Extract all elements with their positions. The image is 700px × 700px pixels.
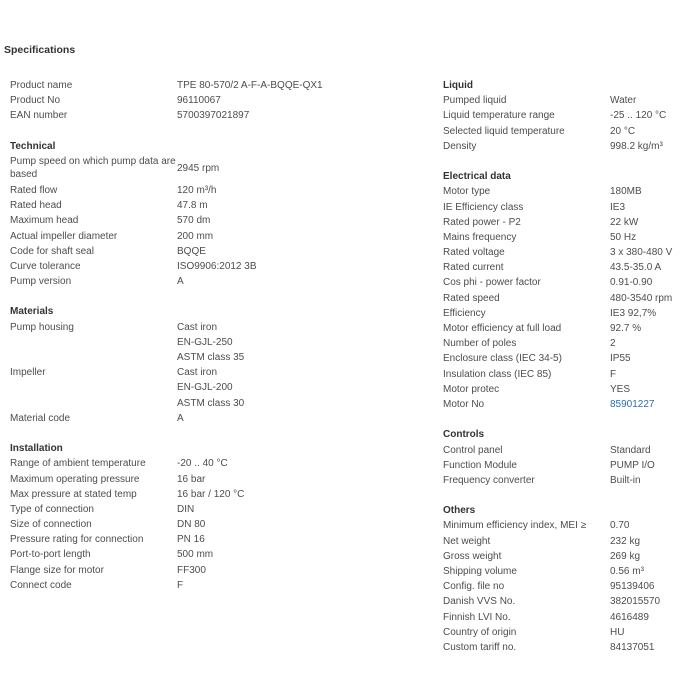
spec-value: 16 bar [177, 473, 206, 485]
spec-value: PUMP I/O [610, 459, 655, 471]
spec-label: Maximum operating pressure [10, 473, 140, 485]
spec-row [443, 200, 700, 215]
spec-row [10, 456, 420, 471]
spec-value: ASTM class 35 [177, 352, 245, 363]
spec-row [443, 321, 700, 336]
spec-row [10, 154, 420, 183]
spec-value: PN 16 [177, 534, 205, 546]
spec-row [443, 184, 700, 199]
spec-label: Function Module [443, 459, 517, 471]
spec-value: 998.2 kg/m³ [610, 140, 663, 152]
spec-value: HU [610, 626, 625, 638]
spec-row [10, 547, 420, 562]
spec-value: A [177, 276, 184, 288]
spec-value: 2 [610, 338, 616, 350]
spec-value: 5700397021897 [177, 110, 250, 122]
spec-label: Rated head [10, 200, 62, 212]
spec-row [443, 610, 700, 625]
spec-row [10, 213, 420, 228]
spec-value: EN-GJL-200 [177, 382, 233, 394]
spec-row [10, 532, 420, 547]
right-column [443, 78, 700, 655]
spec-row [443, 625, 700, 640]
spec-row [443, 124, 700, 139]
spec-row [10, 274, 420, 289]
spec-label: Motor type [443, 186, 491, 198]
spec-row [443, 336, 700, 351]
spec-row [10, 198, 420, 213]
spec-row [443, 640, 700, 655]
spec-value: 232 kg [610, 535, 641, 547]
spec-row [10, 487, 420, 502]
spec-row [443, 139, 700, 154]
spec-row [443, 443, 700, 458]
spec-label: Range of ambient temperature [10, 458, 146, 470]
spec-label: Liquid temperature range [443, 110, 555, 122]
spec-label: Gross weight [443, 550, 502, 562]
liquid-section [443, 78, 700, 154]
spec-value: 20 °C [610, 125, 636, 137]
left-column [10, 78, 420, 593]
spec-label: Motor protec [443, 383, 500, 395]
spec-row-impeller [10, 365, 420, 411]
spec-row-material-code [10, 411, 420, 426]
spec-label: Impeller [10, 367, 46, 379]
spec-row [443, 245, 700, 260]
spec-value: 570 dm [177, 215, 211, 227]
spec-label: Minimum efficiency index, MEI ≥ [443, 520, 587, 532]
spec-value: Cast iron [177, 321, 218, 333]
spec-value: 50 Hz [610, 231, 637, 243]
spec-value: IP55 [610, 353, 631, 365]
section-heading-materials: Materials [10, 306, 54, 318]
spec-value: 480-3540 rpm [610, 292, 673, 304]
spec-row [10, 472, 420, 487]
spec-value: 96110067 [177, 95, 221, 107]
spec-value: DN 80 [177, 519, 206, 531]
spec-row [443, 367, 700, 382]
spec-value: EN-GJL-250 [177, 336, 233, 348]
spec-value: Cast iron [177, 367, 218, 379]
spec-label: Rated speed [443, 292, 500, 304]
spec-label: Product name [10, 80, 73, 91]
spec-value: 120 m³/h [177, 184, 217, 196]
spec-label: EAN number [10, 110, 68, 122]
spec-row [443, 275, 700, 290]
spec-label: Finnish LVI No. [443, 611, 511, 623]
spec-row [443, 473, 700, 488]
spec-label: Efficiency [443, 307, 486, 319]
spec-label: Material code [10, 412, 71, 424]
spec-label: Danish VVS No. [443, 596, 516, 608]
spec-value: F [177, 579, 184, 591]
spec-row [443, 260, 700, 275]
spec-label: Maximum head [10, 215, 79, 227]
spec-label: Country of origin [443, 626, 517, 638]
spec-value: ISO9906:2012 3B [177, 260, 257, 272]
spec-row [443, 518, 700, 533]
spec-value: 0.91-0.90 [610, 277, 653, 289]
spec-value: DIN [177, 503, 195, 515]
spec-row [10, 229, 420, 244]
spec-label: Frequency converter [443, 474, 535, 486]
spec-label: Code for shaft seal [10, 245, 94, 257]
spec-label: Pump version [10, 276, 72, 288]
section-heading-installation: Installation [10, 443, 63, 455]
spec-row [10, 578, 420, 593]
spec-values [177, 320, 244, 366]
spec-row [443, 579, 700, 594]
spec-row [10, 517, 420, 532]
spec-label: Cos phi - power factor [443, 277, 541, 289]
spec-value: 43.5-35.0 A [610, 262, 662, 274]
section-heading-technical: Technical [10, 140, 56, 152]
spec-label: Rated voltage [443, 247, 505, 259]
spec-value: 0.70 [610, 520, 630, 532]
spec-label: Pump speed on which pump data are based [10, 156, 176, 181]
spec-label: Motor No [443, 398, 485, 410]
controls-section [443, 427, 700, 488]
spec-value: F [610, 368, 617, 380]
spec-value: A [177, 412, 184, 424]
spec-value: 84137051 [610, 641, 655, 653]
spec-row-pump-housing [10, 320, 420, 366]
page-title: Specifications [4, 44, 76, 56]
technical-section [10, 139, 420, 290]
spec-value: 200 mm [177, 230, 214, 242]
motor-no-link[interactable]: 85901227 [610, 398, 655, 410]
spec-label: Product No [10, 95, 61, 107]
spec-row [10, 244, 420, 259]
spec-label: Selected liquid temperature [443, 125, 565, 137]
spec-row [10, 78, 420, 93]
materials-section [10, 304, 420, 426]
spec-row [443, 108, 700, 123]
spec-row [443, 306, 700, 321]
spec-row [443, 564, 700, 579]
spec-row [10, 502, 420, 517]
spec-row [443, 594, 700, 609]
spec-value: 180MB [610, 186, 642, 198]
spec-value: 95139406 [610, 581, 655, 593]
spec-label: Rated current [443, 262, 504, 274]
spec-value: TPE 80-570/2 A-F-A-BQQE-QX1 [177, 80, 323, 91]
spec-label: Net weight [443, 535, 491, 547]
spec-label: Connect code [10, 579, 72, 591]
spec-label: Enclosure class (IEC 34-5) [443, 353, 562, 365]
spec-label: Number of poles [443, 338, 517, 350]
spec-value: FF300 [177, 564, 206, 576]
spec-label: Control panel [443, 444, 503, 456]
spec-value: Standard [610, 444, 651, 456]
spec-label: Insulation class (IEC 85) [443, 368, 552, 380]
spec-value: IE3 [610, 201, 626, 213]
spec-row [10, 563, 420, 578]
section-heading-controls: Controls [443, 429, 485, 441]
spec-label: Curve tolerance [10, 260, 81, 272]
others-section [443, 503, 700, 655]
spec-value: Built-in [610, 474, 641, 486]
spec-row [10, 183, 420, 198]
section-heading-liquid: Liquid [443, 80, 473, 91]
spec-value: ASTM class 30 [177, 397, 245, 409]
spec-value: 0.56 m³ [610, 566, 644, 577]
spec-label: Rated power - P2 [443, 216, 521, 228]
spec-value: 269 kg [610, 550, 641, 562]
spec-label: Max pressure at stated temp [10, 488, 137, 500]
spec-label: Flange size for motor [10, 564, 104, 576]
spec-value: 382015570 [610, 596, 661, 608]
spec-value: YES [610, 383, 631, 395]
section-heading-electrical: Electrical data [443, 171, 511, 183]
spec-value: 16 bar / 120 °C [177, 488, 245, 500]
spec-row [443, 230, 700, 245]
spec-label: Port-to-port length [10, 549, 91, 561]
spec-value: 4616489 [610, 611, 649, 623]
spec-label: Density [443, 140, 477, 152]
spec-row [10, 108, 420, 123]
spec-label: Custom tariff no. [443, 641, 517, 653]
spec-value: Water [610, 95, 637, 107]
spec-label: Type of connection [10, 503, 94, 515]
spec-value: -20 .. 40 °C [177, 458, 228, 470]
electrical-section [443, 169, 700, 412]
spec-row [443, 351, 700, 366]
spec-label: Motor efficiency at full load [443, 323, 562, 334]
spec-value: 500 mm [177, 549, 214, 561]
spec-value: -25 .. 120 °C [610, 110, 667, 122]
spec-label: Pumped liquid [443, 95, 507, 107]
spec-value: 3 x 380-480 V [610, 247, 673, 259]
spec-label: Actual impeller diameter [10, 230, 118, 242]
spec-value: IE3 92,7% [610, 307, 657, 319]
spec-row [443, 93, 700, 108]
spec-row [443, 534, 700, 549]
spec-label: Mains frequency [443, 231, 517, 243]
spec-value: BQQE [177, 245, 206, 257]
spec-values [177, 365, 244, 411]
spec-label: Shipping volume [443, 566, 517, 577]
installation-section [10, 441, 420, 593]
spec-value: 2945 rpm [177, 162, 220, 174]
spec-label: Size of connection [10, 519, 92, 531]
spec-value: 92.7 % [610, 323, 642, 334]
spec-row [443, 291, 700, 306]
spec-value: 47.8 m [177, 200, 208, 212]
spec-row [443, 549, 700, 564]
general-section [10, 78, 420, 124]
spec-row [443, 458, 700, 473]
spec-label: Config. file no [443, 581, 505, 593]
spec-row-motor-no [443, 397, 700, 412]
spec-row [443, 215, 700, 230]
spec-label: Rated flow [10, 184, 58, 196]
spec-row [10, 93, 420, 108]
spec-label: IE Efficiency class [443, 201, 524, 213]
spec-label: Pressure rating for connection [10, 534, 144, 546]
section-heading-others: Others [443, 505, 476, 517]
spec-row [10, 259, 420, 274]
spec-row [443, 382, 700, 397]
spec-value: 22 kW [610, 216, 639, 228]
spec-label: Pump housing [10, 321, 74, 333]
